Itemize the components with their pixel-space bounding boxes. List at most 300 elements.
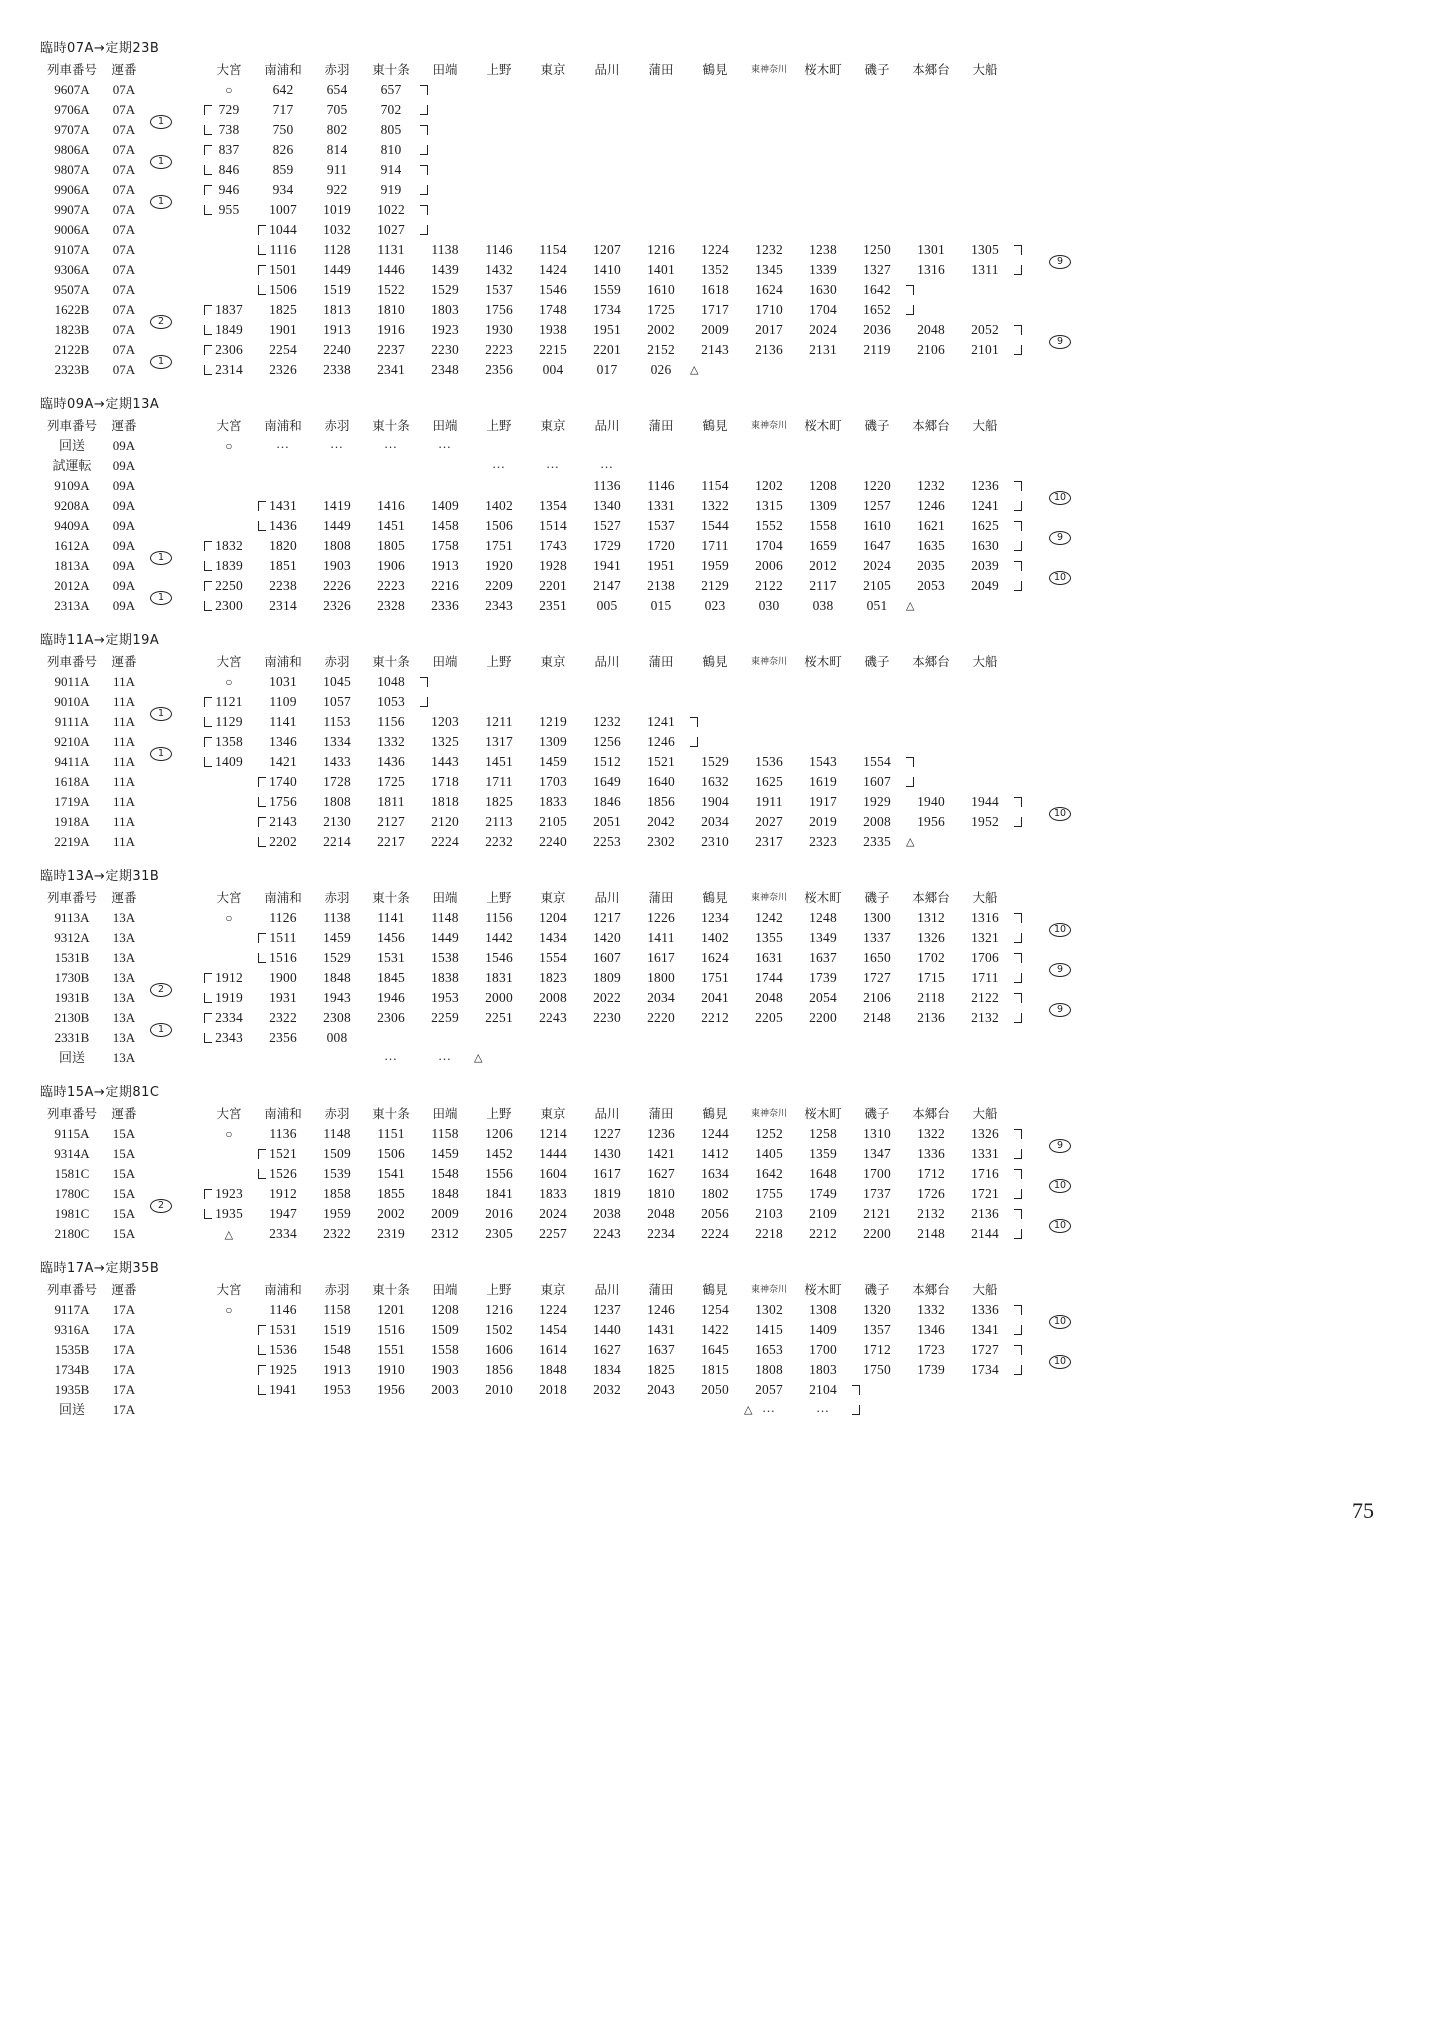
time-value: 2319 [377,1226,405,1241]
col-header-station: 品川 [594,654,620,669]
time-value: 1755 [755,1186,783,1201]
col-header-station: 磯子 [864,1106,890,1121]
time-value: 2334 [269,1226,297,1241]
time-value: 2008 [539,990,567,1005]
col-header-station: 蒲田 [648,418,674,433]
time-cell [688,792,742,812]
time-value: 1537 [485,282,513,297]
time-value: 1538 [431,950,459,965]
time-value: 1007 [269,202,297,217]
time-value: 1700 [809,1342,837,1357]
time-value: 1625 [755,774,783,789]
time-cell [310,100,364,120]
time-value: 934 [272,182,294,197]
time-value: 1516 [269,950,297,965]
col-header-station: 大船 [972,654,998,669]
time-value: 1855 [377,1186,405,1201]
pair-circle-number: 10 [1049,923,1071,937]
time-value: 1331 [971,1146,999,1161]
time-value: 1336 [971,1302,999,1317]
time-value: 1458 [431,518,459,533]
col-header-station: 大宮 [216,890,242,905]
time-value: 2053 [917,578,945,593]
operation-number: 09A [112,598,136,613]
time-cell [688,536,742,556]
time-cell [364,812,418,832]
time-cell [526,1320,580,1340]
time-cell [796,496,850,516]
time-value: 1250 [863,242,891,257]
time-cell [256,1340,310,1360]
time-value: 1436 [269,518,297,533]
time-value: 2105 [863,578,891,593]
time-value: 1322 [701,498,729,513]
time-cell [526,1164,580,1184]
time-cell [850,812,904,832]
time-cell [310,140,364,160]
time-cell [580,456,634,476]
train-number: 9806A [54,142,90,157]
timetable-row [40,320,1160,347]
operation-number: 11A [113,714,135,729]
coupling-bracket [420,85,428,95]
time-value: 1756 [269,794,297,809]
time-cell [364,832,418,852]
pair-circle-number: 1 [150,195,172,209]
time-cell [850,968,904,988]
time-cell [526,576,580,596]
time-cell [742,928,796,948]
time-cell [958,320,1012,340]
time-cell [796,1360,850,1380]
time-cell [850,988,904,1008]
time-value: 702 [380,102,402,117]
time-cell [904,1204,958,1224]
time-cell [904,908,958,928]
time-value: 1647 [863,538,891,553]
time-cell [742,1340,796,1360]
time-value: 914 [380,162,402,177]
time-value: 1158 [323,1302,351,1317]
time-cell [850,320,904,340]
time-value: 1204 [539,910,567,925]
col-header-station: 品川 [594,890,620,905]
time-cell [472,1184,526,1204]
coupling-bracket [204,993,212,1003]
coupling-bracket [204,145,212,155]
time-value: 1711 [971,970,999,985]
time-value: 1839 [215,558,243,573]
time-cell [634,968,688,988]
time-cell [526,988,580,1008]
col-header-station: 桜木町 [804,890,842,905]
column-header-row [40,60,1160,80]
pair-circle-number: 10 [1049,1315,1071,1329]
time-value: 1121 [215,694,243,709]
operation-number: 07A [112,262,136,277]
right-pair-circle-slot [1038,948,1082,975]
time-cell [850,496,904,516]
timetable-row [40,1184,1160,1211]
time-cell [688,968,742,988]
time-cell [418,732,472,752]
time-value: 1935 [215,1206,243,1221]
time-value: 1552 [755,518,783,533]
time-cell [472,1340,526,1360]
timetable-row [40,1048,1160,1068]
time-cell [634,988,688,1008]
time-cell [256,596,310,616]
time-value: 1434 [539,930,567,945]
pair-circle-number: 9 [1049,255,1071,269]
train-number: 1719A [54,794,90,809]
time-cell [526,536,580,556]
time-cell [958,260,1012,280]
depot-out-circle-mark: ○ [225,675,233,689]
time-cell [310,948,364,968]
time-value: 1619 [809,774,837,789]
coupling-bracket [1014,265,1022,275]
time-cell [418,496,472,516]
operation-number: 17A [112,1302,136,1317]
time-cell [310,732,364,752]
time-cell [202,576,256,596]
time-cell [580,260,634,280]
time-cell [958,1204,1012,1224]
time-cell [958,968,1012,988]
time-value: 1214 [539,1126,567,1141]
time-value: 1241 [647,714,675,729]
time-cell [310,1164,364,1184]
time-cell [256,140,310,160]
time-value: 1312 [917,910,945,925]
operation-number: 17A [112,1402,136,1417]
time-cell [526,360,580,380]
time-cell [850,556,904,576]
time-cell [850,476,904,496]
time-value: 2226 [323,578,351,593]
time-cell [580,832,634,852]
time-value: 1803 [809,1362,837,1377]
coupling-bracket [1014,1229,1022,1239]
time-cell [256,812,310,832]
time-value: 1856 [647,794,675,809]
time-value: 1851 [269,558,297,573]
pair-circle-number: 1 [150,115,172,129]
time-value: 2117 [809,578,837,593]
time-cell [202,100,256,120]
time-cell [904,340,958,360]
time-value: 2323 [809,834,837,849]
time-value: 1832 [215,538,243,553]
time-cell [850,1224,904,1244]
time-value: 1653 [755,1342,783,1357]
timetable-row [40,596,1160,616]
time-value: 2237 [377,342,405,357]
time-cell [310,692,364,712]
time-cell [364,120,418,140]
time-cell [418,752,472,772]
time-cell [472,360,526,380]
timetable-section [40,630,1160,852]
time-value: 1725 [377,774,405,789]
time-cell [418,1164,472,1184]
timetable-row [40,1380,1160,1400]
coupling-bracket [204,1209,212,1219]
time-value: 1943 [323,990,351,1005]
time-value: 2106 [863,990,891,1005]
col-header-station: 田端 [432,654,458,669]
time-value: 1053 [377,694,405,709]
time-value: 2326 [323,598,351,613]
time-cell [580,812,634,832]
time-cell [796,772,850,792]
right-pair-circle-slot [1038,908,1082,935]
time-cell [202,1224,256,1245]
time-cell [418,1340,472,1360]
coupling-bracket [1014,993,1022,1003]
time-value: 2039 [971,558,999,573]
time-cell [526,516,580,536]
time-value: 1845 [377,970,405,985]
operation-number: 09A [112,498,136,513]
train-number: 9707A [54,122,90,137]
col-header-station: 東神奈川 [750,421,787,431]
time-value: 2024 [863,558,891,573]
time-cell [418,320,472,340]
pair-circle-number: 2 [150,983,172,997]
time-value: 2143 [701,342,729,357]
time-cell [796,536,850,556]
time-value: 2215 [539,342,567,357]
time-value: 1449 [431,930,459,945]
coupling-bracket [204,541,212,551]
time-value: 1800 [647,970,675,985]
time-value: 1802 [701,1186,729,1201]
time-cell [472,280,526,300]
time-cell [580,340,634,360]
time-value: 1220 [863,478,891,493]
coupling-bracket [204,973,212,983]
time-value: 1138 [431,242,459,257]
pass-dots: … [438,436,452,451]
time-value: 1126 [269,910,297,925]
col-header-station: 桜木町 [804,62,842,77]
timetable-row [40,732,1160,759]
time-value: 1136 [269,1126,297,1141]
col-header-station: 田端 [432,1282,458,1297]
depot-in-triangle-mark: △ [224,1228,234,1241]
time-cell [688,948,742,968]
time-cell [958,536,1012,556]
time-value: 1729 [593,538,621,553]
coupling-bracket [204,717,212,727]
time-value: 1607 [593,950,621,965]
time-cell [904,260,958,280]
time-value: 1301 [917,242,945,257]
col-header-station: 田端 [432,418,458,433]
coupling-bracket [258,265,266,275]
time-cell [202,556,256,576]
time-value: 2056 [701,1206,729,1221]
time-value: 1808 [323,538,351,553]
time-value: 1341 [971,1322,999,1337]
time-cell [796,832,850,852]
time-value: 1256 [593,734,621,749]
pair-circle-number: 10 [1049,1179,1071,1193]
time-value: 2212 [809,1226,837,1241]
train-number: 1813A [54,558,90,573]
pair-circle-number: 10 [1049,571,1071,585]
time-cell [526,340,580,360]
time-value: 1227 [593,1126,621,1141]
time-value: 1433 [323,754,351,769]
time-value: 2003 [431,1382,459,1397]
time-value: 1624 [701,950,729,965]
timetable-row [40,516,1160,543]
col-header-station: 赤羽 [324,1106,350,1121]
time-cell [688,240,742,260]
time-cell [958,476,1012,496]
train-number: 1531B [54,950,90,965]
time-value: 2253 [593,834,621,849]
time-cell [850,752,904,772]
time-value: 2147 [593,578,621,593]
coupling-bracket [258,501,266,511]
time-value: 1332 [377,734,405,749]
time-value: 1858 [323,1186,351,1201]
col-header-station: 東十条 [372,890,410,905]
time-cell [364,160,418,180]
coupling-bracket [1014,501,1022,511]
time-value: 1903 [323,558,351,573]
time-cell [904,1360,958,1380]
timetable-row [40,988,1160,1015]
triangle-terminal-mark: △ [906,600,915,612]
time-cell [310,812,364,832]
time-value: 1522 [377,282,405,297]
time-value: 1337 [863,930,891,945]
time-cell [256,80,310,100]
time-cell [850,1124,904,1144]
time-cell [310,1320,364,1340]
time-cell [256,1360,310,1380]
time-value: 1514 [539,518,567,533]
time-cell [418,812,472,832]
time-value: 1941 [593,558,621,573]
time-cell [256,436,310,456]
timetable-row [40,180,1160,207]
time-value: 1956 [917,814,945,829]
col-header-station: 南浦和 [264,654,302,669]
time-cell [688,576,742,596]
time-value: 1617 [593,1166,621,1181]
time-value: 1308 [809,1302,837,1317]
time-value: 2341 [377,362,405,377]
train-number: 試運転 [52,458,92,473]
right-pair-circle-slot [1038,792,1082,819]
time-value: 1244 [701,1126,729,1141]
time-cell [310,556,364,576]
time-cell [472,908,526,928]
coupling-bracket [1014,521,1022,531]
time-value: 2351 [539,598,567,613]
coupling-bracket [1014,345,1022,355]
time-cell [202,596,256,616]
time-value: 1148 [323,1126,351,1141]
time-value: 1820 [269,538,297,553]
time-value: 1947 [269,1206,297,1221]
operation-number: 13A [112,910,136,925]
time-cell [310,320,364,340]
train-number: 9210A [54,734,90,749]
time-value: 1044 [269,222,297,237]
time-cell [364,1204,418,1224]
time-cell [202,692,256,712]
right-pair-circle-slot [1038,1124,1082,1151]
time-cell [202,80,256,100]
time-value: 1339 [809,262,837,277]
time-cell [634,772,688,792]
time-value: 1727 [863,970,891,985]
time-cell [256,1300,310,1320]
col-header-station: 赤羽 [324,418,350,433]
time-value: 1928 [539,558,567,573]
time-cell [850,240,904,260]
time-value: 2101 [971,342,999,357]
operation-number: 11A [113,754,135,769]
time-value: 1910 [377,1362,405,1377]
time-cell [526,1224,580,1244]
time-value: 810 [380,142,402,157]
operation-number: 15A [112,1146,136,1161]
time-value: 026 [650,362,672,377]
time-value: 1809 [593,970,621,985]
time-value: 1837 [215,302,243,317]
time-cell [364,1380,418,1400]
time-cell [958,1164,1012,1184]
time-value: 1325 [431,734,459,749]
time-cell [580,948,634,968]
timetable-row [40,140,1160,167]
depot-out-circle-mark: ○ [225,911,233,925]
time-cell [958,1124,1012,1144]
time-value: 1317 [485,734,513,749]
time-value: 1913 [323,1362,351,1377]
time-value: 1424 [539,262,567,277]
pair-circle-number: 10 [1049,1219,1071,1233]
time-value: 2251 [485,1010,513,1025]
time-value: 1527 [593,518,621,533]
time-value: 2322 [323,1226,351,1241]
col-header-train-no: 列車番号 [46,62,97,77]
coupling-bracket [420,225,428,235]
train-number: 1612A [54,538,90,553]
train-number: 1581C [54,1166,90,1181]
time-value: 1959 [323,1206,351,1221]
time-cell [364,1340,418,1360]
col-header-station: 品川 [594,1282,620,1297]
time-cell [850,536,904,556]
train-number: 9107A [54,242,90,257]
time-value: 729 [218,102,240,117]
time-cell [256,908,310,928]
time-value: 004 [542,362,564,377]
time-value: 1432 [485,262,513,277]
time-cell [202,200,256,220]
time-cell [850,1204,904,1224]
coupling-bracket [204,1013,212,1023]
